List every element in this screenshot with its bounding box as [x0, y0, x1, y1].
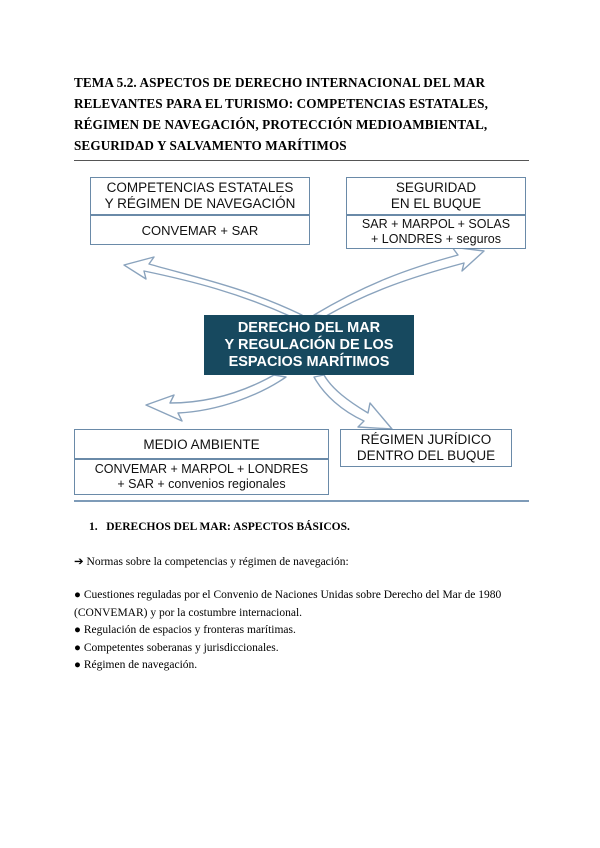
box-heading-line: RÉGIMEN JURÍDICO	[360, 432, 492, 447]
center-line: ESPACIOS MARÍTIMOS	[228, 353, 390, 370]
center-line: Y REGULACIÓN DE LOS	[224, 336, 394, 353]
top-right-heading-box	[346, 177, 526, 215]
box-heading-line: DENTRO DEL BUQUE	[356, 448, 496, 463]
concept-diagram	[74, 167, 529, 502]
bullet-item-continuation: (CONVEMAR) y por la costumbre internacional.	[74, 606, 303, 619]
center-line: DERECHO DEL MAR	[237, 319, 381, 336]
top-right-detail-box	[346, 215, 526, 249]
intro-paragraph	[74, 554, 544, 572]
section-title: DERECHOS DEL MAR: ASPECTOS BÁSICOS.	[106, 521, 350, 533]
bottom-right-heading-box	[340, 429, 512, 467]
top-left-detail-box	[90, 215, 310, 245]
bottom-left-detail-box	[74, 459, 329, 495]
diagram-bottom-rule	[74, 500, 529, 502]
title-divider	[74, 160, 529, 161]
bullet-item: ● Cuestiones reguladas por el Convenio de Naciones Unidas sobre Derecho del Mar de 1980	[74, 589, 502, 601]
bullet-list	[74, 587, 544, 675]
top-left-heading-box	[90, 177, 310, 215]
bottom-left-heading-box	[74, 429, 329, 459]
box-detail-line: + LONDRES + seguros	[371, 232, 501, 246]
title-line: SEGURIDAD Y SALVAMENTO MARÍTIMOS	[74, 138, 347, 153]
box-heading-line: Y RÉGIMEN DE NAVEGACIÓN	[104, 196, 296, 211]
arrow-to-bottom-right-icon	[314, 375, 392, 429]
box-heading-line: COMPETENCIAS ESTATALES	[106, 180, 294, 195]
bullet-item: ● Regulación de espacios y fronteras marítimas.	[74, 624, 296, 636]
bullet-item: ● Régimen de navegación.	[74, 659, 198, 671]
document-title	[74, 72, 544, 156]
center-concept-box	[204, 315, 414, 375]
section-number: 1.	[89, 521, 98, 533]
section-heading	[89, 521, 350, 533]
box-heading-line: EN EL BUQUE	[390, 196, 482, 211]
box-detail-line: + SAR + convenios regionales	[117, 477, 286, 491]
arrow-to-bottom-left-icon	[146, 375, 286, 421]
title-line: RELEVANTES PARA EL TURISMO: COMPETENCIAS ESTATALES,	[74, 96, 489, 111]
box-detail-line: SAR + MARPOL + SOLAS	[361, 217, 511, 231]
bullet-item: ● Competentes soberanas y jurisdiccionales.	[74, 641, 279, 654]
title-line: RÉGIMEN DE NAVEGACIÓN, PROTECCIÓN MEDIOAMBIENTAL,	[74, 117, 488, 132]
arrow-to-top-right-icon	[314, 247, 484, 316]
box-heading-line: SEGURIDAD	[395, 180, 477, 195]
arrow-to-top-left-icon	[124, 257, 302, 317]
box-detail-line: CONVEMAR + MARPOL + LONDRES	[94, 462, 309, 476]
box-heading-line: MEDIO AMBIENTE	[143, 436, 260, 452]
title-line: TEMA 5.2. ASPECTOS DE DERECHO INTERNACIONAL DEL MAR	[74, 75, 486, 90]
intro-text: ➔ Normas sobre la competencias y régimen de navegación:	[74, 556, 349, 568]
box-detail-line: CONVEMAR + SAR	[141, 222, 259, 238]
